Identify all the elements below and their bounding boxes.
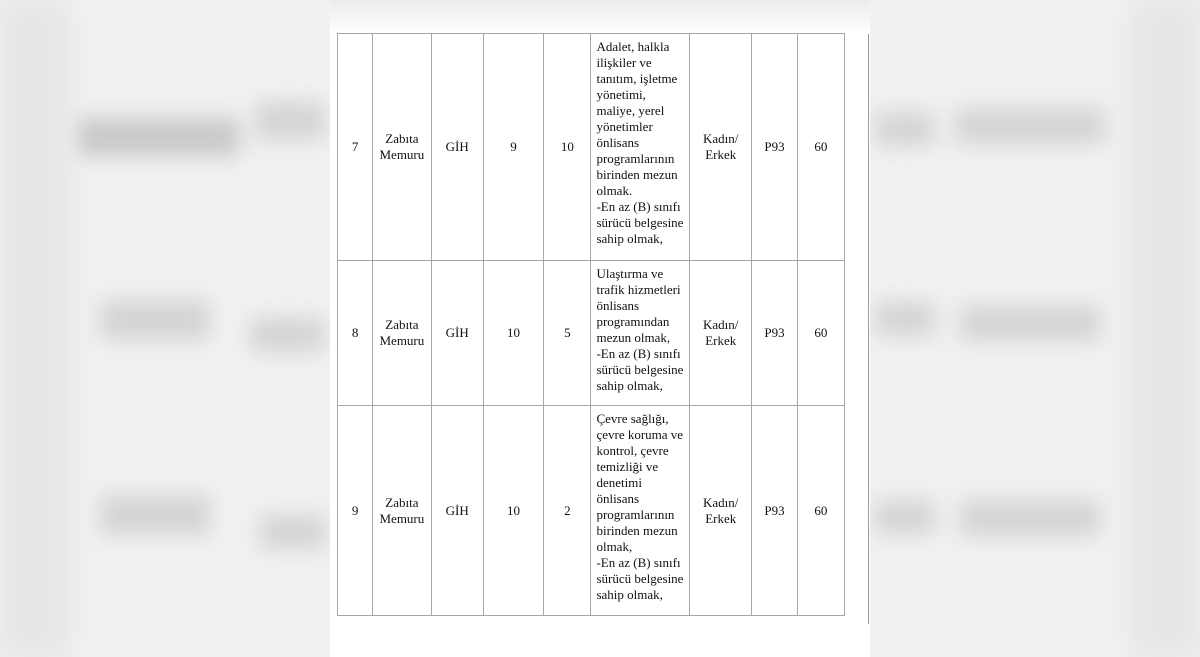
gender-cell: Kadın/ Erkek	[690, 34, 752, 261]
position-title: Zabıta Memuru	[373, 34, 431, 261]
class-cell: GİH	[431, 261, 483, 406]
page-top-fade	[330, 0, 870, 34]
count-cell: 2	[544, 406, 591, 616]
score-type-cell: P93	[752, 406, 797, 616]
row-number: 8	[338, 261, 373, 406]
grade-cell: 10	[483, 406, 543, 616]
requirements-cell: Ulaştırma ve trafik hizmetleri önlisans programından mezun olmak, -En az (B) sınıfı sürücü belgesine sahip olmak,	[591, 261, 690, 406]
count-cell: 10	[544, 34, 591, 261]
row-number: 7	[338, 34, 373, 261]
table-row	[338, 261, 845, 406]
document-page	[330, 0, 870, 657]
requirements-cell: Adalet, halkla ilişkiler ve tanıtım, işletme yönetimi, maliye, yerel yönetimler önlisans programlarının birinden mezun olmak. -En az (B) sınıfı sürücü belgesine sahip olmak,	[591, 34, 690, 261]
gender-cell: Kadın/ Erkek	[690, 261, 752, 406]
page-right-rule	[868, 34, 869, 624]
grade-cell: 9	[483, 34, 543, 261]
grade-cell: 10	[483, 261, 543, 406]
score-type-cell: P93	[752, 34, 797, 261]
min-score-cell: 60	[797, 34, 844, 261]
min-score-cell: 60	[797, 406, 844, 616]
requirements-cell: Çevre sağlığı, çevre koruma ve kontrol, çevre temizliği ve denetimi önlisans programlarının birinden mezun olmak, -En az (B) sınıfı sürücü belgesine sahip olmak,	[591, 406, 690, 616]
count-cell: 5	[544, 261, 591, 406]
gender-cell: Kadın/ Erkek	[690, 406, 752, 616]
score-type-cell: P93	[752, 261, 797, 406]
table-row	[338, 34, 845, 261]
row-number: 9	[338, 406, 373, 616]
position-title: Zabıta Memuru	[373, 261, 431, 406]
class-cell: GİH	[431, 34, 483, 261]
positions-table	[337, 33, 845, 616]
position-title: Zabıta Memuru	[373, 406, 431, 616]
table-row	[338, 406, 845, 616]
min-score-cell: 60	[797, 261, 844, 406]
class-cell: GİH	[431, 406, 483, 616]
